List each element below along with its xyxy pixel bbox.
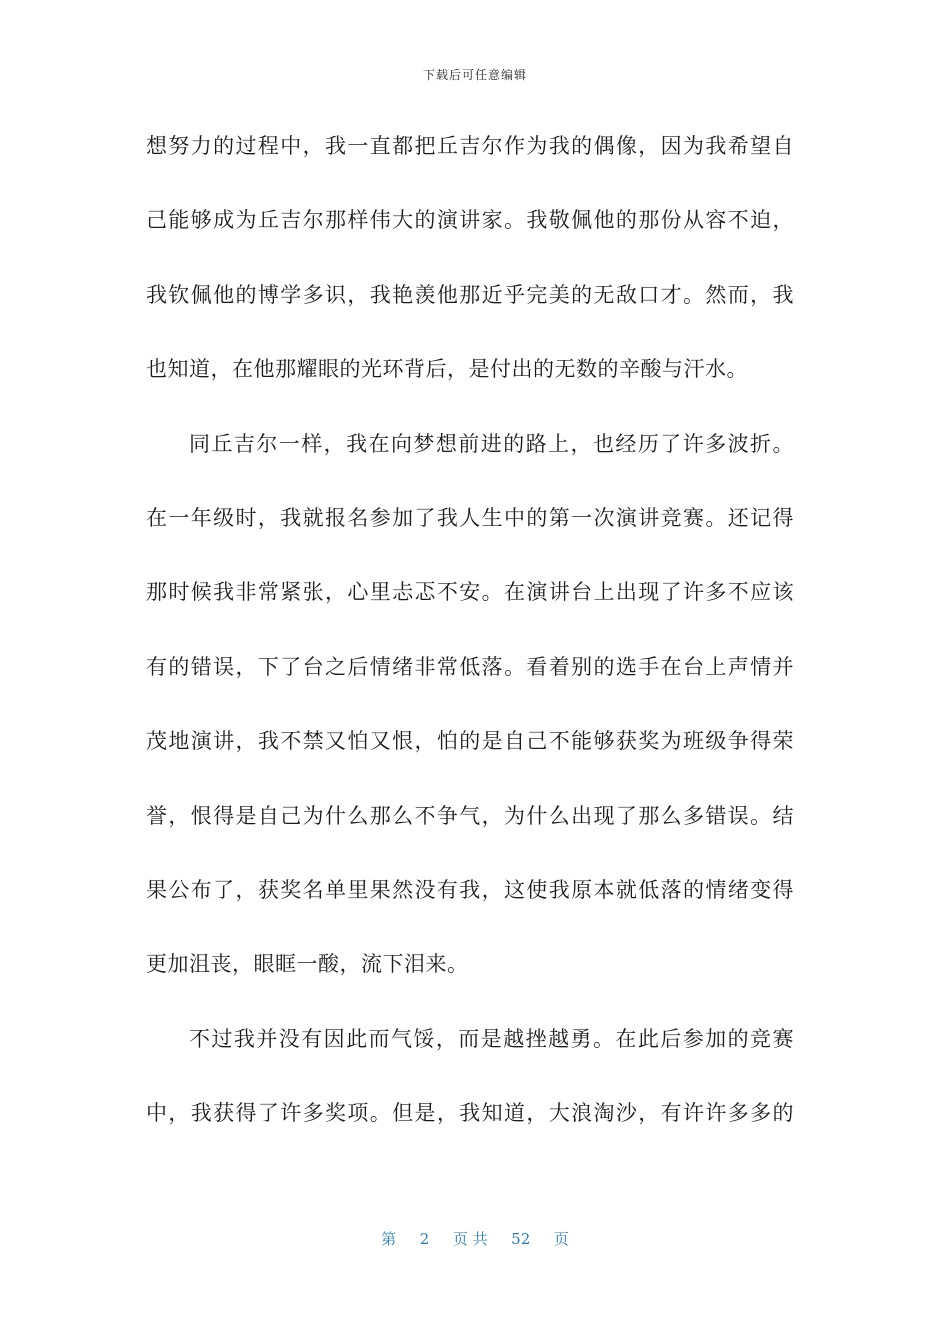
page-current: 2	[419, 1230, 430, 1248]
header-note: 下载后可任意编辑	[422, 68, 527, 82]
page-footer	[0, 1228, 950, 1249]
text-line: 同丘吉尔一样，我在向梦想前进的路上，也经历了许多波折。	[189, 431, 794, 456]
text-line: 茂地演讲，我不禁又怕又恨，怕的是自己不能够获奖为班级争得荣	[146, 729, 794, 754]
text-line: 己能够成为丘吉尔那样伟大的演讲家。我敬佩他的那份从容不迫，	[146, 208, 794, 233]
document-body	[146, 122, 794, 1163]
text-line: 不过我并没有因此而气馁，而是越挫越勇。在此后参加的竞赛	[189, 1026, 794, 1051]
text-line: 那时候我非常紧张，心里忐忑不安。在演讲台上出现了许多不应该	[146, 580, 794, 605]
page-label-suffix: 页	[553, 1230, 569, 1248]
text-line: 果公布了，获奖名单里果然没有我，这使我原本就低落的情绪变得	[146, 877, 794, 902]
text-line: 有的错误，下了台之后情绪非常低落。看着别的选手在台上声情并	[146, 654, 794, 679]
text-line: 在一年级时，我就报名参加了我人生中的第一次演讲竞赛。还记得	[146, 505, 794, 530]
text-line: 誉，恨得是自己为什么那么不争气，为什么出现了那么多错误。结	[146, 803, 794, 828]
page-total: 52	[511, 1230, 531, 1248]
text-line: 我钦佩他的博学多识，我艳羡他那近乎完美的无敌口才。然而，我	[146, 282, 794, 307]
text-line: 更加沮丧，眼眶一酸，流下泪来。	[146, 952, 469, 977]
text-line: 想努力的过程中，我一直都把丘吉尔作为我的偶像，因为我希望自	[146, 134, 794, 158]
text-line: 也知道，在他那耀眼的光环背后，是付出的无数的辛酸与汗水。	[146, 357, 748, 382]
page-label-prefix: 第	[381, 1230, 397, 1248]
text-line: 中，我获得了许多奖项。但是，我知道，大浪淘沙，有许许多多的	[146, 1101, 794, 1126]
page-label-middle: 页 共	[452, 1230, 488, 1248]
